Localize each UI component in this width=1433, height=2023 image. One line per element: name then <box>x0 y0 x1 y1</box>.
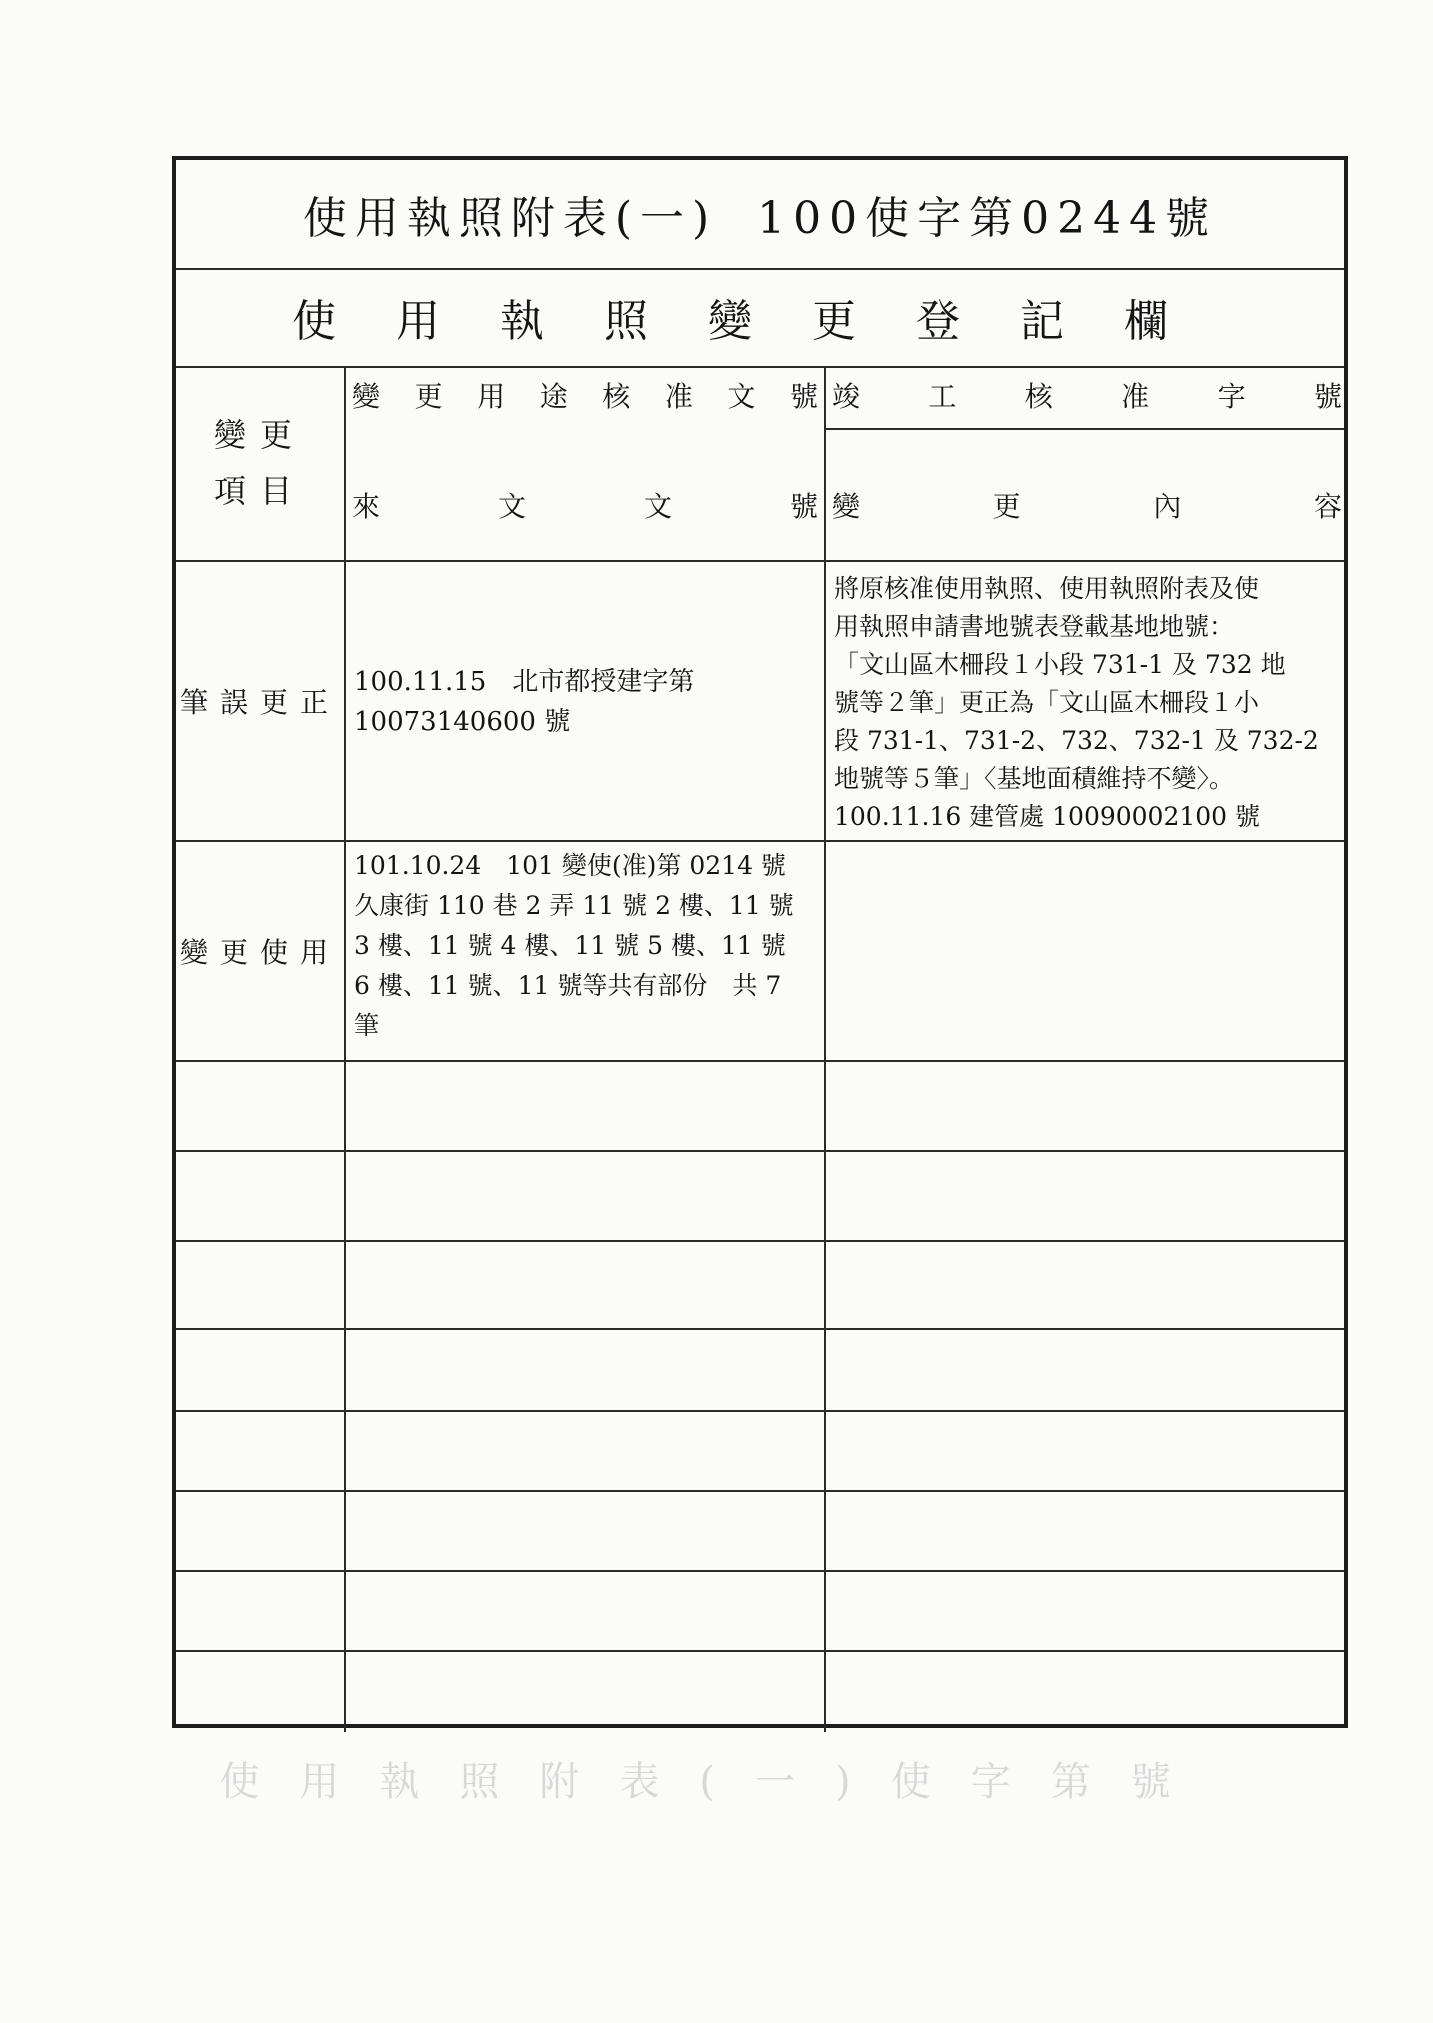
col-divider-1 <box>344 366 346 1732</box>
header-mid-line <box>824 428 1344 430</box>
row2-bottom-line <box>176 1060 1344 1062</box>
empty-row-line-7 <box>176 1650 1344 1652</box>
col1-header-bottom: 來 文 文 號 <box>352 490 818 523</box>
item-header <box>176 366 344 560</box>
row-label-change-use: 變更使用 <box>179 936 340 969</box>
empty-row-line-1 <box>176 1150 1344 1152</box>
row-correction-content: 將原核准使用執照、使用執照附表及使 用執照申請書地號表登載基地地號： 「文山區木柵段１小段 731-1 及 732 地 號等２筆」更正為「文山區木柵段１小 段 731-1、731-2、732、732-1 及 732-2 地號等５筆」〈基地面積維持不變〉。 100.11.16 建管處 10090002100 號 <box>834 574 1319 831</box>
row-correction-doc-no: 100.11.15 北市都授建字第 10073140600 號 <box>354 667 695 737</box>
license-table <box>172 156 1348 1728</box>
row-change-use-doc-no: 101.10.24 101 變使(准)第 0214 號 久康街 110 巷 2 弄 11 號 2 樓、11 號 3 樓、11 號 4 樓、11 號 5 樓、11 號 6 樓、11 號、11 號等共有部份 共 7 筆 <box>354 851 794 1040</box>
empty-row-line-2 <box>176 1240 1344 1242</box>
empty-row-line-6 <box>176 1570 1344 1572</box>
empty-row-line-5 <box>176 1490 1344 1492</box>
row-change-use-content <box>826 842 1348 1060</box>
col2-header-top: 竣 工 核 准 字 號 <box>832 380 1342 413</box>
section-subtitle: 使用執照變更登記欄 <box>176 268 1344 368</box>
col2-header-bottom: 變 更 內 容 <box>832 490 1342 523</box>
row1-bottom-line <box>176 840 1344 842</box>
page-title: 使用執照附表(一) 100使字第0244號 <box>176 160 1344 270</box>
empty-row-line-4 <box>176 1410 1344 1412</box>
empty-row-line-3 <box>176 1328 1344 1330</box>
bleed-through-text: 使用執照附表(一)使字第號 <box>219 1759 1211 1805</box>
row-label-correction: 筆誤更正 <box>179 686 340 719</box>
header-bottom-line <box>176 560 1344 562</box>
item-header-label: 變更項目 <box>213 416 306 510</box>
col-divider-2 <box>824 366 826 1732</box>
col1-header-top: 變 更 用 途 核 准 文 號 <box>352 380 818 413</box>
